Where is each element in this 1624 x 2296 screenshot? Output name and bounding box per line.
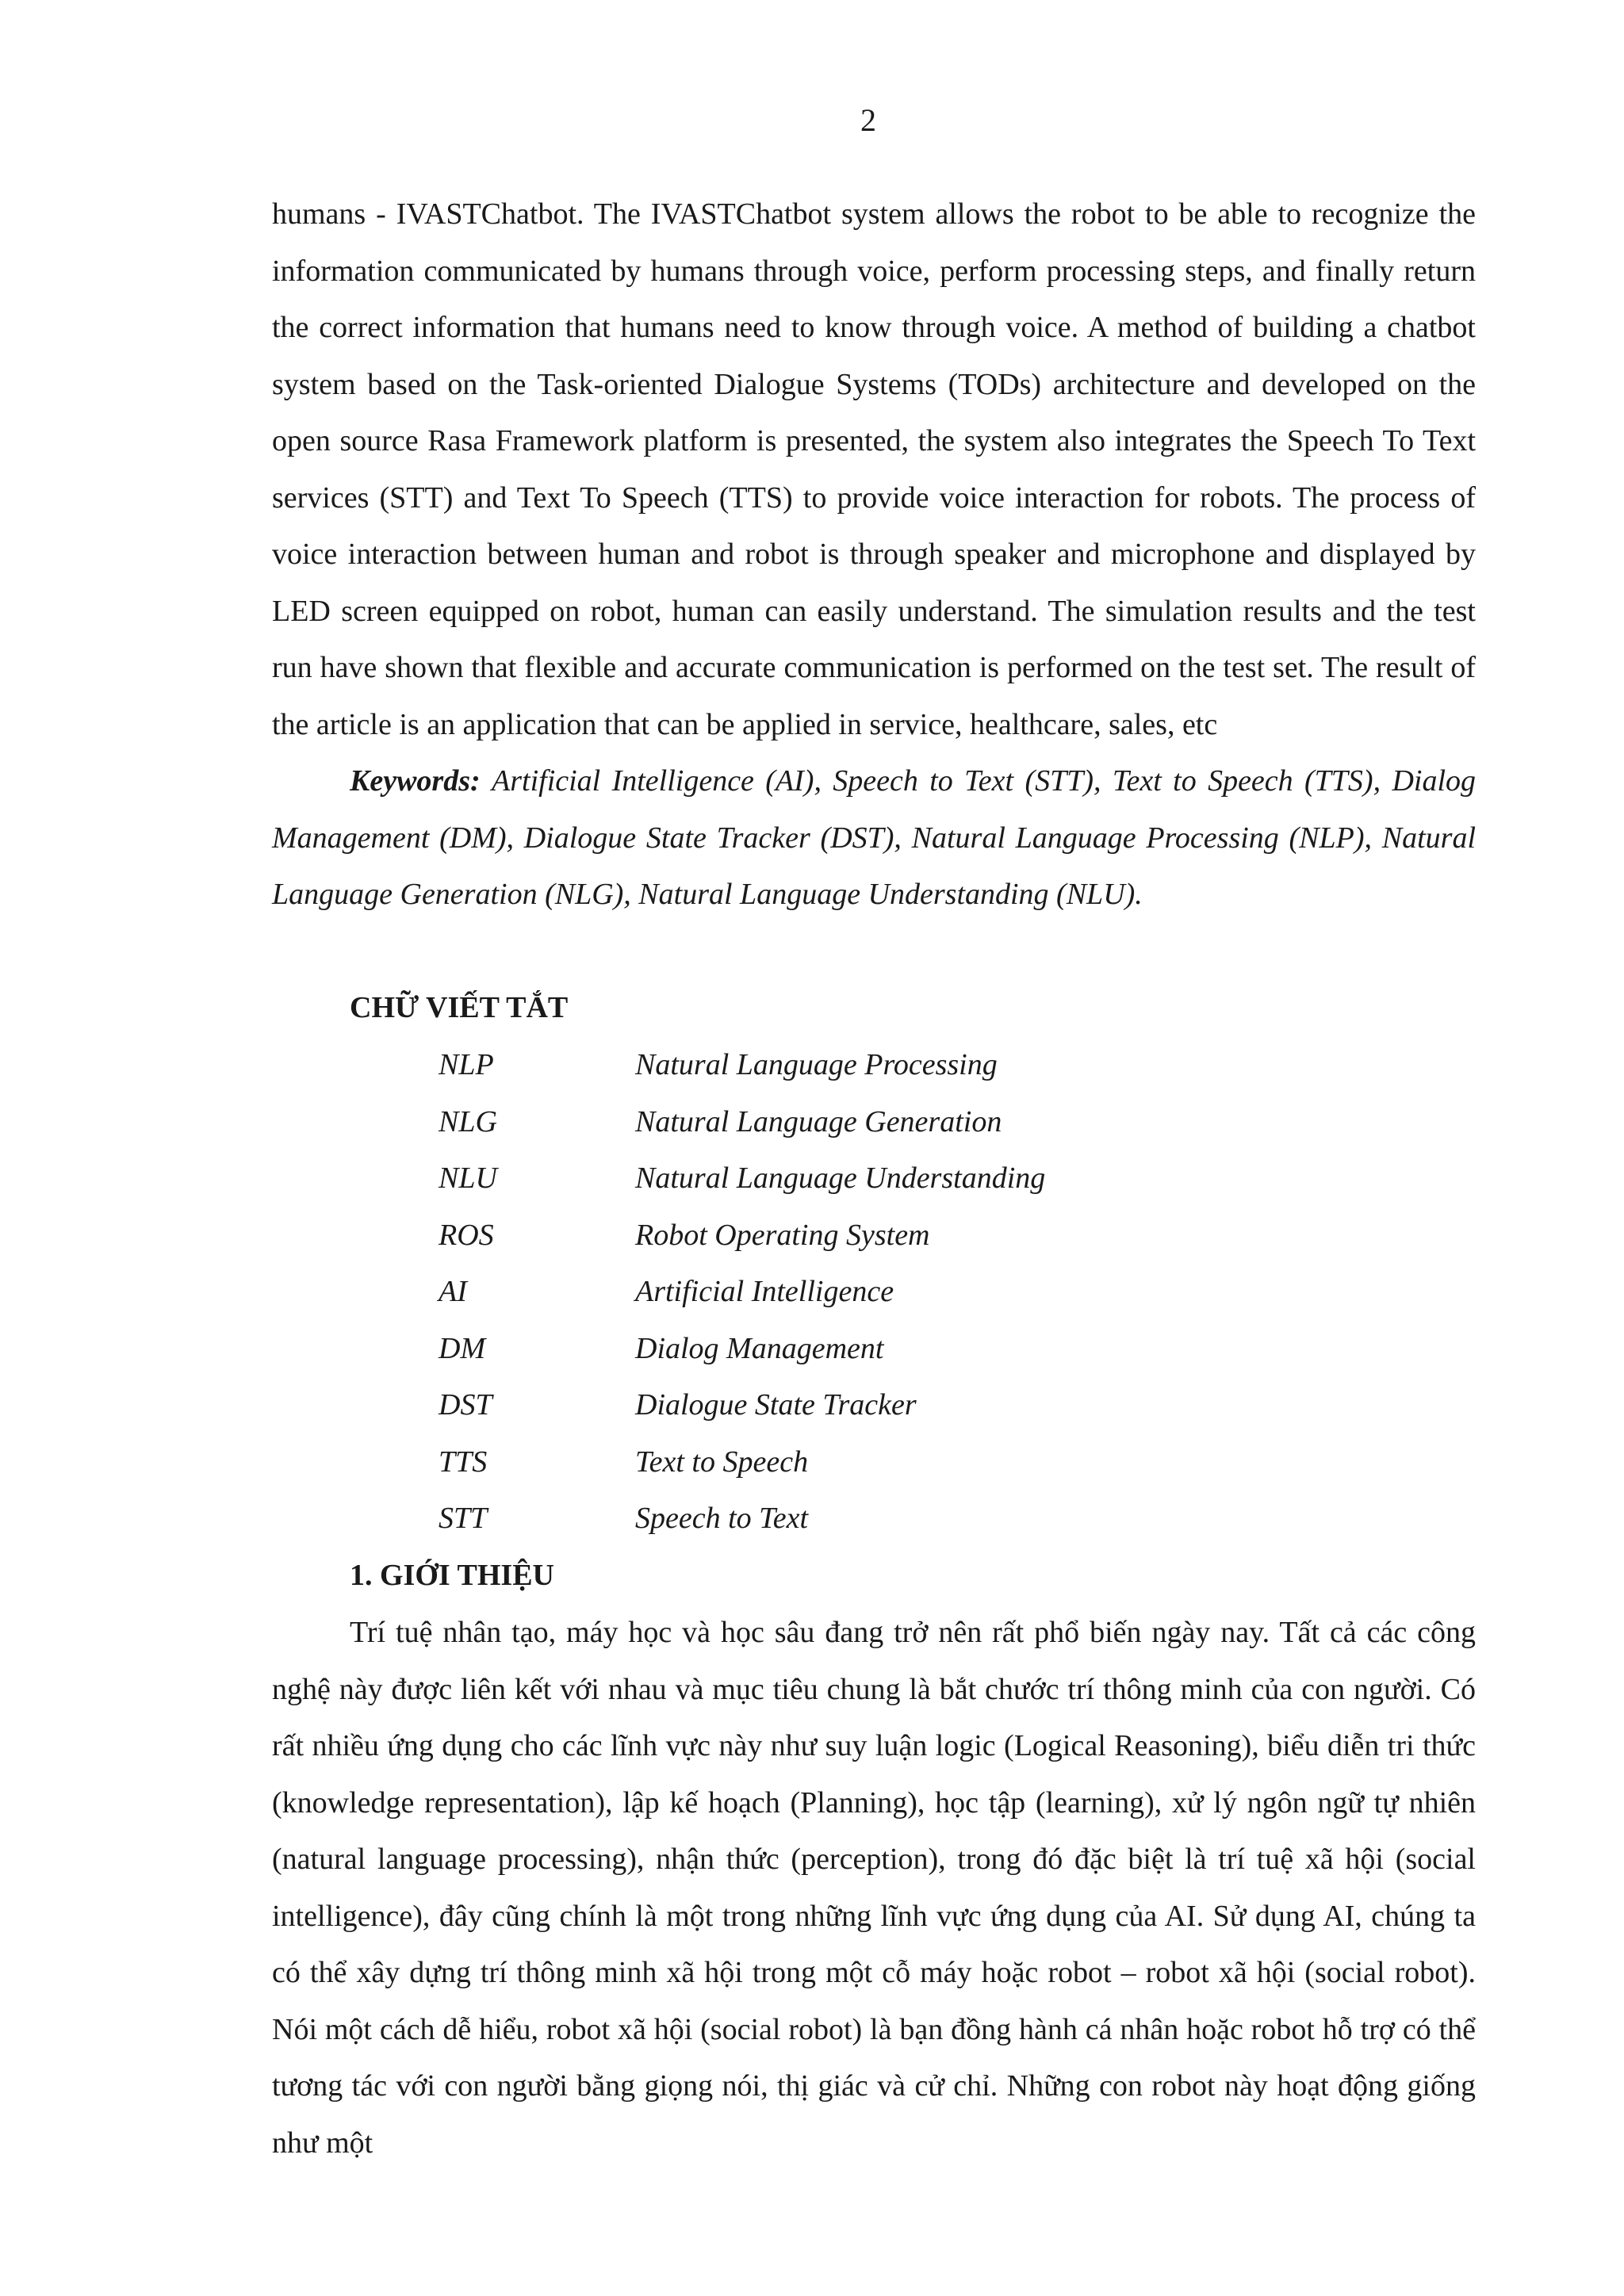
- abbreviation-value: Natural Language Understanding: [635, 1161, 1046, 1195]
- introduction-heading: 1. GIỚI THIỆU: [350, 1559, 554, 1592]
- keywords-label: Keywords:: [350, 764, 481, 798]
- abbreviation-value: Artificial Intelligence: [635, 1275, 894, 1308]
- introduction-section: [272, 1605, 1476, 2172]
- keywords-text: Artificial Intelligence (AI), Speech to Text (STT), Text to Speech (TTS), Dialog Management (DM), Dialogue State Tracker (DST), Natural Language Processing (NLP), Natural Language Generation (NLG), Natural Language Understanding (NLU).: [272, 764, 1476, 911]
- abbreviation-key: AI: [439, 1275, 467, 1308]
- abbreviation-key: TTS: [439, 1445, 488, 1479]
- page-number: 2: [860, 102, 876, 138]
- abbreviation-key: ROS: [439, 1218, 494, 1252]
- abbreviation-key: NLP: [439, 1048, 494, 1081]
- abbreviation-value: Robot Operating System: [635, 1218, 930, 1252]
- abstract-paragraph: humans - IVASTChatbot. The IVASTChatbot system allows the robot to be able to recognize the information communicated by humans through voice, perform processing steps, and finally return the correct information that humans need to know through voice. A method of building a chatbot system based on the Task-oriented Dialogue Systems (TODs) architecture and developed on the open source Rasa Framework platform is presented, the system also integrates the Speech To Text services (STT) and Text To Speech (TTS) to provide voice interaction for robots. The process of voice interaction between human and robot is through speaker and microphone and displayed by LED screen equipped on robot, human can easily understand. The simulation results and the test run have shown that flexible and accurate communication is performed on the test set. The result of the article is an application that can be applied in service, healthcare, sales, etc: [272, 197, 1476, 741]
- introduction-paragraph: Trí tuệ nhân tạo, máy học và học sâu đang trở nên rất phổ biến ngày nay. Tất cả các công nghệ này được liên kết với nhau và mục tiêu chung là bắt chước trí thông minh của con người. Có rất nhiều ứng dụng cho các lĩnh vực này như suy luận logic (Logical Reasoning), biểu diễn tri thức (knowledge representation), lập kế hoạch (Planning), học tập (learning), xử lý ngôn ngữ tự nhiên (natural language processing), nhận thức (perception), trong đó đặc biệt là trí tuệ xã hội (social intelligence), đây cũng chính là một trong những lĩnh vực ứng dụng của AI. Sử dụng AI, chúng ta có thể xây dựng trí thông minh xã hội trong một cỗ máy hoặc robot – robot xã hội (social robot). Nói một cách dễ hiểu, robot xã hội (social robot) là bạn đồng hành cá nhân hoặc robot hỗ trợ có thể tương tác với con người bằng giọng nói, thị giác và cử chỉ. Những con robot này hoạt động giống như một: [272, 1616, 1476, 2160]
- keywords-paragraph: [272, 753, 1476, 924]
- abbreviation-row: [439, 1150, 1045, 1207]
- abbreviation-key: DST: [439, 1388, 492, 1422]
- abbreviation-row: [439, 1434, 1045, 1491]
- abbreviation-value: Natural Language Generation: [635, 1104, 1002, 1138]
- abbreviation-row: [439, 1264, 1045, 1321]
- abbreviation-value: Dialogue State Tracker: [635, 1388, 917, 1422]
- abbreviation-row: [439, 1207, 1045, 1265]
- abbreviation-value: Natural Language Processing: [635, 1048, 998, 1081]
- abbreviation-row: [439, 1490, 1045, 1548]
- abbreviations-heading: CHỮ VIẾT TẮT: [350, 991, 569, 1024]
- abbreviation-row: [439, 1037, 1045, 1094]
- abbreviation-key: DM: [439, 1331, 486, 1365]
- abbreviation-value: Text to Speech: [635, 1445, 809, 1479]
- abbreviation-value: Dialog Management: [635, 1331, 884, 1365]
- abbreviation-key: NLG: [439, 1104, 497, 1138]
- abbreviation-row: [439, 1377, 1045, 1434]
- abbreviation-row: [439, 1094, 1045, 1151]
- abstract-section: [272, 186, 1476, 924]
- abbreviation-value: Speech to Text: [635, 1502, 809, 1535]
- abbreviation-key: NLU: [439, 1161, 497, 1195]
- abbreviation-row: [439, 1321, 1045, 1378]
- abbreviation-key: STT: [439, 1502, 488, 1535]
- abbreviations-table: [439, 1037, 1045, 1548]
